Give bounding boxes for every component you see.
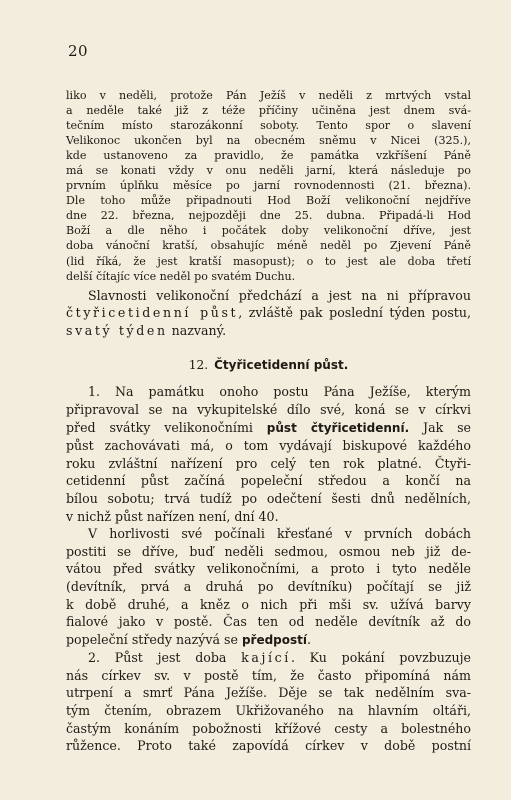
bold-term: půst čtyřicetidenní. xyxy=(266,420,410,435)
text-line: dne 22. března, nejpozději dne 25. dubna. Připadá-li Hod xyxy=(66,209,471,223)
page-body xyxy=(66,88,471,755)
text-line: (lid říká, že jest kratší masopust); o to jest ale doba třetí xyxy=(66,254,471,268)
text-line: prvním úplňku měsíce po jarní rovnodennosti (21. března). xyxy=(66,179,471,193)
text-line xyxy=(66,649,471,667)
section-title: Čtyřicetidenní půst. xyxy=(214,358,349,373)
text-line: vátou před svátky velikonočními, a proto i tyto neděle xyxy=(66,561,471,577)
paragraph-history xyxy=(66,525,471,649)
text-line: tým čtením, obrazem Ukřižovaného na hlavním oltáři, xyxy=(66,703,471,719)
text-line: utrpení a smrť Pána Ježíše. Děje se tak nedělním sva- xyxy=(66,685,471,701)
text-line: (devítník, prvá a druhá po devítníku) počítají se již xyxy=(66,578,471,594)
section-heading xyxy=(66,358,471,372)
text-line xyxy=(66,631,471,650)
text-line: Velikonoc ukončen byl na obecném sněmu v Nicei (325.), xyxy=(66,134,471,148)
text-span: před svátky velikonočními xyxy=(66,419,267,435)
paragraph-preparation xyxy=(66,287,471,340)
text-line: má se konati vždy v onu neděli jarní, která následuje po xyxy=(66,164,471,178)
text-line: Slavnosti velikonoční předchází a jest na ni přípravou xyxy=(88,287,471,303)
text-line: tečním místo starozákonní soboty. Tento spor o slavení xyxy=(66,119,471,133)
text-span: . xyxy=(307,631,312,647)
text-line: liko v neděli, protože Pán Ježíš v neděli z mrtvých vstal xyxy=(66,89,471,102)
spaced-term: kající xyxy=(241,650,291,666)
text-line: Dle toho může připadnouti Hod Boží velikonoční nejdříve xyxy=(66,194,471,208)
text-line: kde ustanoveno za pravidlo, že památka vzkříšení Páně xyxy=(66,149,471,163)
bold-term: předpostí xyxy=(241,632,307,647)
text-span: 2. Půst jest doba xyxy=(88,650,242,666)
text-line: nás církev sv. v postě tím, že často připomíná nám xyxy=(66,667,471,683)
text-span: Jak se xyxy=(409,419,471,435)
spaced-term: svatý týden xyxy=(66,322,168,338)
text-line xyxy=(66,322,471,340)
text-line: Boží a dle něho i počátek doby velikonoční dříve, jest xyxy=(66,224,471,238)
text-line: bílou sobotu; trvá tudíž po odečtení šesti dnů nedělních, xyxy=(66,490,471,506)
text-line: fialové jako v postě. Čas ten od neděle devítník až do xyxy=(66,614,471,630)
text-line: roku zvláštní nařízení pro celý ten rok platné. Čtyři- xyxy=(66,455,471,471)
text-line: delší čítajíc více neděl po svatém Duchu. xyxy=(66,269,296,283)
text-line: připravoval se na vykupitelské dílo své, koná se v církvi xyxy=(66,401,471,417)
text-line: růžence. Proto také zapovídá církev v době postní xyxy=(66,738,471,754)
section-number: 12. xyxy=(188,358,209,373)
text-line: půst zachovávati má, o tom vydávají biskupové každého xyxy=(66,438,471,454)
text-line xyxy=(66,419,471,438)
spaced-term: čtyřicetidenní půst xyxy=(66,305,239,321)
paragraph-point-1 xyxy=(66,383,471,525)
paragraph-easter-date xyxy=(66,88,471,284)
paragraph-point-2 xyxy=(66,649,471,755)
text-span: , zvláště pak poslední týden postu, xyxy=(238,305,471,321)
text-line: a neděle také již z téže příčiny učiněna jest dnem svá- xyxy=(66,104,471,118)
text-line: cetidenní půst začíná popeleční středou a končí na xyxy=(66,473,471,489)
text-line: V horlivosti své počínali křesťané v prvních dobách xyxy=(88,526,471,542)
page-number: 20 xyxy=(68,42,89,60)
text-line: v nichž půst nařízen není, dní 40. xyxy=(66,508,279,524)
text-line: častým konáním pobožnosti křížové cesty a bolestného xyxy=(66,720,471,736)
text-line xyxy=(66,304,471,322)
text-line: k době druhé, a kněz o nich při mši sv. užívá barvy xyxy=(66,596,471,612)
text-line: postiti se dříve, buď neděli sedmou, osmou neb již de- xyxy=(66,543,471,559)
text-span: popeleční středy nazývá se xyxy=(66,631,242,647)
text-line: 1. Na památku onoho postu Pána Ježíše, kterým xyxy=(88,384,471,400)
text-span: . Ku pokání povzbuzuje xyxy=(290,650,471,666)
text-span: nazvaný. xyxy=(167,322,227,338)
text-line: doba vánoční kratší, obsahujíc méně neděl po Zjevení Páně xyxy=(66,239,471,253)
